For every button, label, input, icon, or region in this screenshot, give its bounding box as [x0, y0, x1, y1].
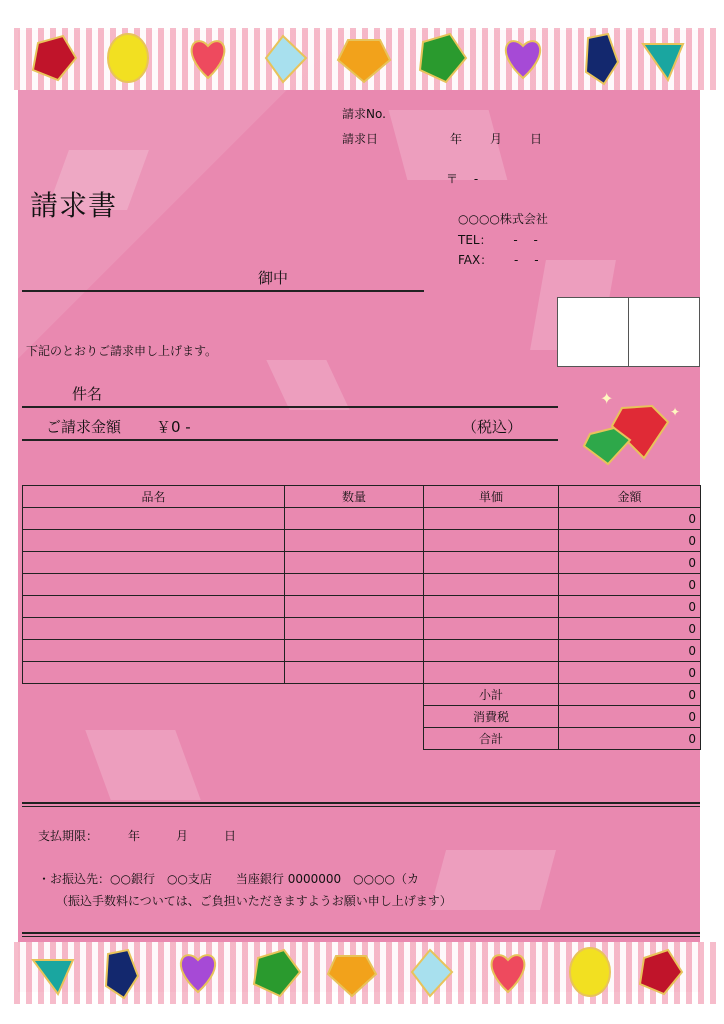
item-name-cell[interactable]	[23, 530, 285, 552]
teal-gem-icon	[643, 44, 683, 80]
ruby-gem-icon	[640, 950, 682, 994]
topaz-gem-icon	[108, 34, 148, 82]
quantity-cell[interactable]	[285, 552, 424, 574]
amount-cell: 0	[559, 640, 701, 662]
total-label: 合計	[424, 728, 559, 750]
subtotal-value: 0	[559, 684, 701, 706]
table-header-row	[23, 486, 701, 508]
item-name-cell[interactable]	[23, 508, 285, 530]
quantity-cell[interactable]	[285, 596, 424, 618]
header-item-name: 品名	[23, 486, 285, 508]
unit-price-cell[interactable]	[424, 530, 559, 552]
stamp-box	[628, 297, 700, 367]
amount-label: ご請求金額	[46, 418, 122, 436]
tax-value: 0	[559, 706, 701, 728]
amethyst-heart-icon	[506, 41, 540, 78]
aquamarine-gem-icon	[266, 36, 306, 82]
tax-label: 消費税	[424, 706, 559, 728]
unit-price-cell[interactable]	[424, 618, 559, 640]
table-row	[23, 508, 701, 530]
item-name-cell[interactable]	[23, 618, 285, 640]
payment-due: 支払期限： 年 月 日	[38, 829, 237, 843]
amount-cell: 0	[559, 618, 701, 640]
heart-gem-icon	[192, 41, 225, 78]
unit-price-cell[interactable]	[424, 662, 559, 684]
citrine-gem-icon	[328, 956, 376, 996]
heart-gem-icon	[492, 955, 525, 992]
invoice-date-label: 請求日	[342, 132, 379, 146]
table-row	[23, 530, 701, 552]
table-row	[23, 552, 701, 574]
unit-price-cell[interactable]	[424, 596, 559, 618]
bottom-gem-row	[18, 942, 700, 1004]
emerald-gem-icon	[254, 950, 300, 996]
total-value: 0	[559, 728, 701, 750]
items-table	[22, 485, 701, 750]
topaz-gem-icon	[570, 948, 610, 996]
table-row	[23, 596, 701, 618]
sapphire-gem-icon	[106, 950, 138, 998]
subtotal-label: 小計	[424, 684, 559, 706]
svg-text:✦: ✦	[600, 389, 614, 408]
unit-price-cell[interactable]	[424, 508, 559, 530]
table-row	[23, 662, 701, 684]
unit-price-cell[interactable]	[424, 552, 559, 574]
sapphire-gem-icon	[586, 34, 618, 84]
footer-divider-top	[22, 802, 700, 804]
aquamarine-gem-icon	[412, 950, 452, 996]
postal-code: 〒 -	[446, 172, 479, 186]
ruby-gem-icon	[33, 36, 76, 80]
summary-row-total	[23, 728, 701, 750]
amount-cell: 0	[559, 552, 701, 574]
unit-price-cell[interactable]	[424, 640, 559, 662]
header-quantity: 数量	[285, 486, 424, 508]
table-row	[23, 574, 701, 596]
company-tel: TEL： - -	[458, 233, 538, 247]
citrine-gem-icon	[338, 40, 390, 82]
footer-divider-bottom	[22, 932, 700, 934]
top-gem-row	[18, 28, 700, 90]
intro-text: 下記のとおりご請求申し上げます。	[26, 344, 218, 358]
tax-included-note: （税込）	[462, 418, 523, 436]
amount-cell: 0	[559, 596, 701, 618]
header-unit-price: 単価	[424, 486, 559, 508]
amount-cell: 0	[559, 508, 701, 530]
header-amount: 金額	[559, 486, 701, 508]
recipient-suffix: 御中	[258, 269, 289, 287]
date-day: 日	[530, 132, 543, 146]
quantity-cell[interactable]	[285, 530, 424, 552]
crystal-facet	[266, 360, 349, 410]
quantity-cell[interactable]	[285, 618, 424, 640]
subject-label: 件名	[72, 385, 103, 403]
table-row	[23, 640, 701, 662]
table-row	[23, 618, 701, 640]
item-name-cell[interactable]	[23, 662, 285, 684]
emerald-gem-icon	[420, 34, 466, 82]
footer-divider-top-thin	[22, 806, 700, 807]
subject-line	[22, 406, 558, 408]
item-name-cell[interactable]	[23, 574, 285, 596]
item-name-cell[interactable]	[23, 552, 285, 574]
item-name-cell[interactable]	[23, 640, 285, 662]
transfer-fee-note: （振込手数料については、ご負担いただきますようお願い申し上げます）	[56, 894, 452, 908]
bank-info: ・お振込先：○○銀行 ○○支店 当座銀行 0000000 ○○○○（カ	[38, 872, 420, 886]
amount-value: ￥0 -	[156, 418, 191, 436]
diamond-decoration-icon	[572, 388, 686, 468]
svg-text:✦: ✦	[670, 405, 681, 419]
amount-cell: 0	[559, 530, 701, 552]
summary-row-subtotal	[23, 684, 701, 706]
document-title: 請求書	[30, 189, 118, 222]
invoice-no-label: 請求No.	[342, 107, 386, 121]
teal-gem-icon	[33, 960, 73, 994]
summary-row-tax	[23, 706, 701, 728]
company-fax: FAX： - -	[458, 253, 539, 267]
quantity-cell[interactable]	[285, 574, 424, 596]
amount-line	[22, 439, 558, 441]
unit-price-cell[interactable]	[424, 574, 559, 596]
quantity-cell[interactable]	[285, 640, 424, 662]
date-month: 月	[490, 132, 503, 146]
quantity-cell[interactable]	[285, 662, 424, 684]
amethyst-heart-icon	[181, 955, 215, 992]
date-year: 年	[450, 132, 463, 146]
item-name-cell[interactable]	[23, 596, 285, 618]
amount-cell: 0	[559, 574, 701, 596]
footer-divider-bottom-thin	[22, 936, 700, 937]
recipient-line	[22, 290, 424, 292]
stamp-box	[557, 297, 629, 367]
amount-cell: 0	[559, 662, 701, 684]
quantity-cell[interactable]	[285, 508, 424, 530]
company-name: ○○○○株式会社	[458, 212, 548, 226]
